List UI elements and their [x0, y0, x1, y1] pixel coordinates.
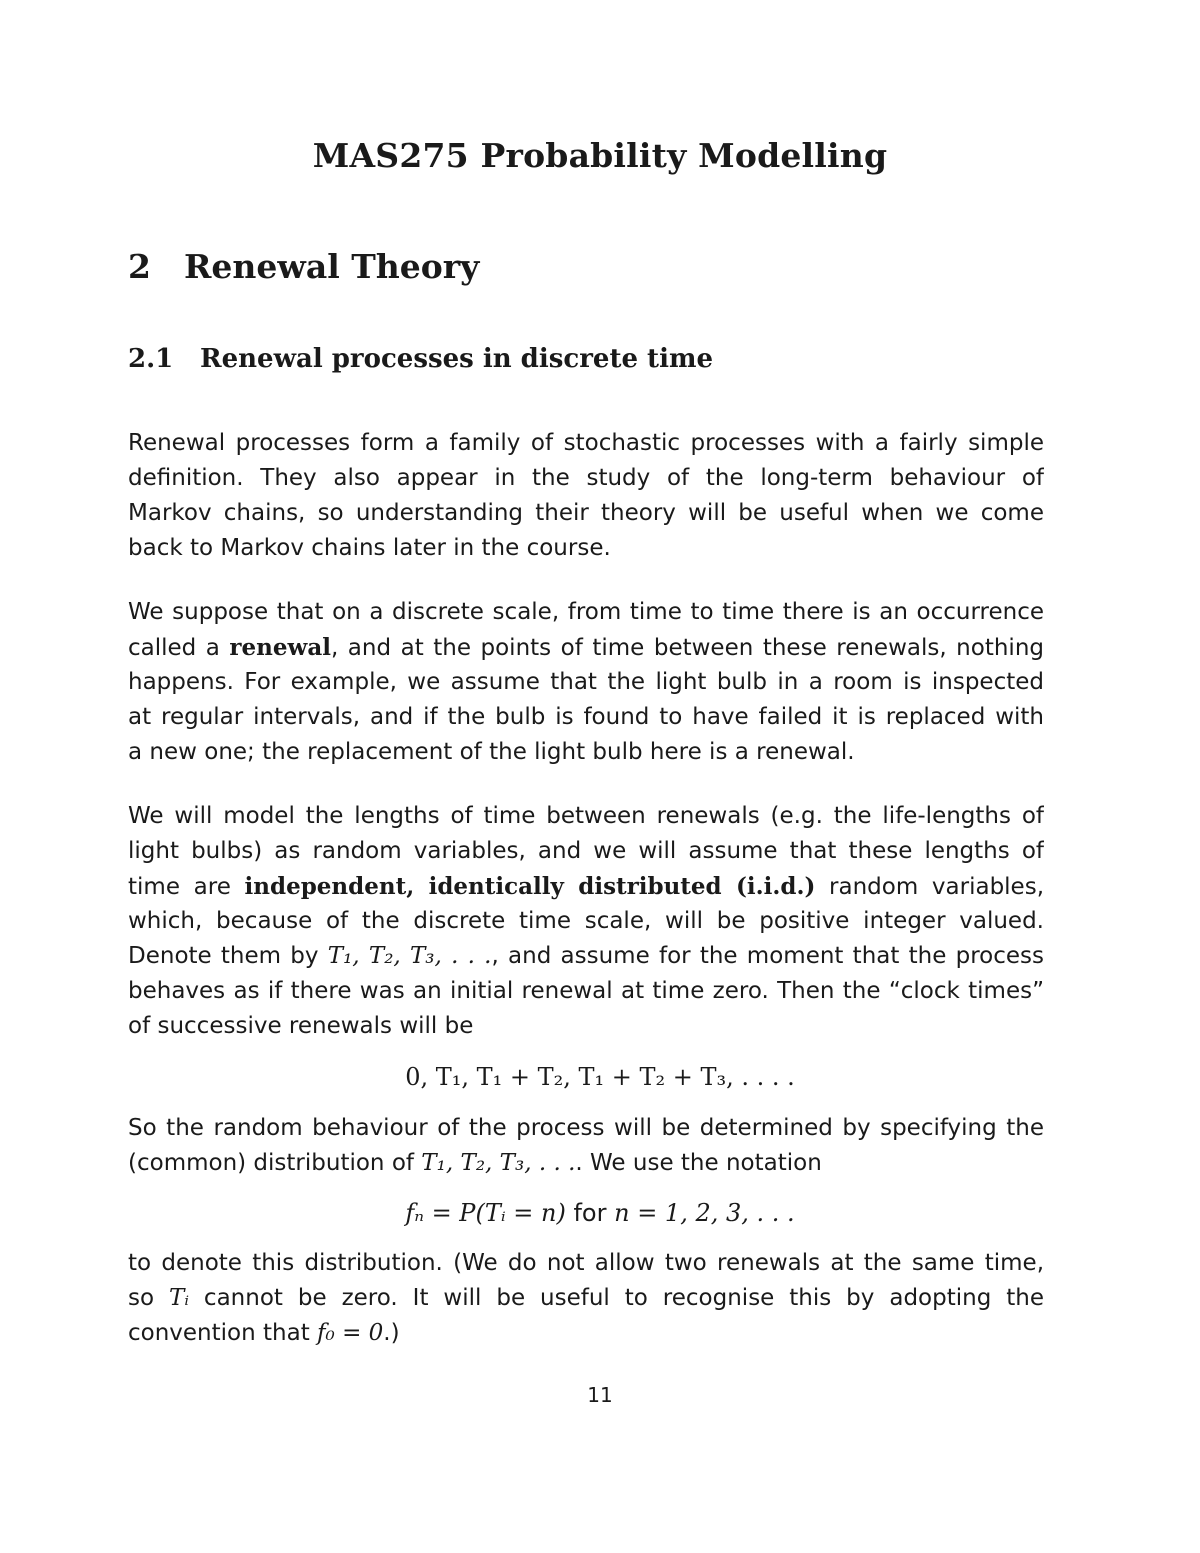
paragraph-line: Renewal processes form a family of stochastic processes with a fairly simple — [128, 430, 1044, 456]
inline-math: Tᵢ — [169, 1285, 189, 1311]
keyword-iid: independent, identically distributed (i.i.d.) — [244, 873, 816, 900]
paragraph-line: which, because of the discrete time scale, will be positive integer valued. — [128, 908, 1044, 934]
text-run: convention that — [128, 1320, 318, 1346]
inline-math: T₁, T₂, T₃, . . . — [327, 943, 492, 969]
page-number: 11 — [587, 1383, 613, 1407]
text-run: . We use the notation — [575, 1150, 822, 1176]
text-run: cannot be zero. It will be useful to recognise this by adopting the — [188, 1285, 1044, 1311]
paragraph-line: definition. They also appear in the study of the long-term behaviour of — [128, 465, 1044, 491]
paragraph-distribution — [128, 1111, 1044, 1181]
paragraph-line: happens. For example, we assume that the light bulb in a room is inspected — [128, 669, 1044, 695]
equation-connector: for — [565, 1199, 615, 1227]
inline-math: f₀ = 0 — [317, 1320, 384, 1346]
paragraph-line: of successive renewals will be — [128, 1013, 474, 1039]
paragraph-line: to denote this distribution. (We do not allow two renewals at the same time, — [128, 1250, 1044, 1276]
inline-math: T₁, T₂, T₃, . . . — [421, 1150, 576, 1176]
paragraph-iid-model — [128, 799, 1044, 1044]
paragraph-convention — [128, 1246, 1044, 1351]
paragraph-line: So the random behaviour of the process will be determined by specifying the — [128, 1115, 1044, 1141]
text-run: .) — [383, 1320, 400, 1346]
equation-clock-times: 0, T₁, T₁ + T₂, T₁ + T₂ + T₃, . . . . — [405, 1063, 795, 1091]
paragraph-line — [128, 1146, 1044, 1181]
paragraph-line: back to Markov chains later in the course. — [128, 535, 611, 561]
keyword-renewal: renewal — [229, 634, 331, 661]
section-number: 2 — [128, 247, 151, 286]
equation-rhs: n = 1, 2, 3, . . . — [614, 1199, 795, 1227]
subsection-heading — [128, 344, 713, 374]
text-run: Denote them by — [128, 943, 328, 969]
text-run: random variables, — [815, 874, 1044, 900]
paragraph-line — [128, 939, 1044, 974]
section-heading — [128, 247, 479, 286]
document-title: MAS275 Probability Modelling — [312, 136, 888, 175]
equation-distribution — [0, 1199, 1200, 1227]
paragraph-line — [128, 1316, 1044, 1351]
text-run: time are — [128, 874, 245, 900]
section-title: Renewal Theory — [184, 247, 480, 286]
paragraph-line: at regular intervals, and if the bulb is found to have failed it is replaced with — [128, 704, 1044, 730]
paragraph-line: light bulbs) as random variables, and we will assume that these lengths of — [128, 838, 1044, 864]
text-run: , and assume for the moment that the process — [491, 943, 1044, 969]
paragraph-line: Markov chains, so understanding their theory will be useful when we come — [128, 500, 1044, 526]
paragraph-line — [128, 869, 1044, 904]
text-run: , and at the points of time between these renewals, nothing — [330, 635, 1044, 661]
paragraph-line — [128, 1281, 1044, 1316]
paragraph-line — [128, 630, 1044, 665]
paragraph-intro — [128, 426, 1044, 566]
text-run: called a — [128, 635, 230, 661]
equation-lhs: fₙ = P(Tᵢ = n) — [405, 1199, 566, 1227]
text-run: (common) distribution of — [128, 1150, 422, 1176]
paragraph-renewal-definition — [128, 595, 1044, 770]
paragraph-line: We will model the lengths of time between renewals (e.g. the life-lengths of — [128, 803, 1044, 829]
subsection-title: Renewal processes in discrete time — [200, 344, 713, 374]
paragraph-line: a new one; the replacement of the light bulb here is a renewal. — [128, 739, 855, 765]
paragraph-line: behaves as if there was an initial renewal at time zero. Then the “clock times” — [128, 978, 1044, 1004]
paragraph-line: We suppose that on a discrete scale, from time to time there is an occurrence — [128, 599, 1044, 625]
subsection-number: 2.1 — [128, 344, 174, 374]
text-run: so — [128, 1285, 170, 1311]
